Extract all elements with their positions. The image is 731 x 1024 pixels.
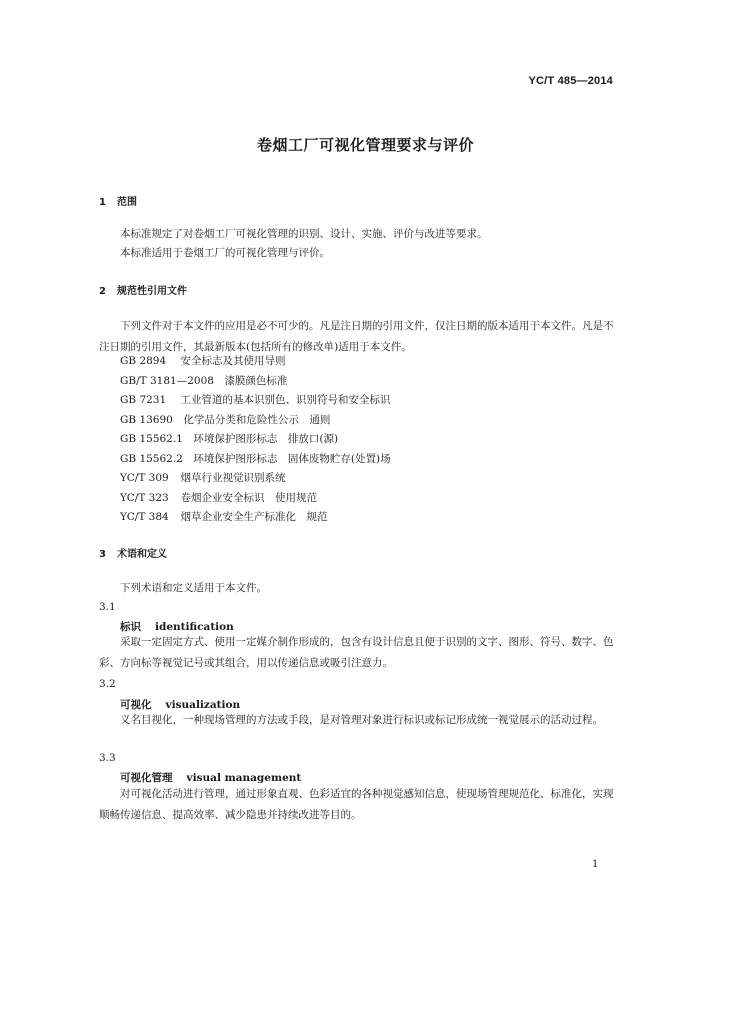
term-definition: 义名目视化，一种现场管理的方法或手段，是对管理对象进行标识或标记形成统一视觉展示的活动过程。: [120, 714, 603, 726]
section-1-paragraph: 本标准规定了对卷烟工厂可视化管理的识别、设计、实施、评价与改进等要求。: [120, 228, 488, 240]
reference-title: 环境保护图形标志 排放口(源): [193, 433, 339, 445]
reference-code: GB 7231: [120, 394, 167, 406]
list-item: [120, 489, 391, 509]
section-number: 2: [99, 286, 106, 297]
term-heading: [120, 770, 301, 785]
section-3-heading: [99, 545, 167, 560]
list-item: [120, 372, 391, 392]
list-item: [120, 391, 391, 411]
term-en: visualization: [165, 699, 241, 711]
normative-references-list: [120, 352, 391, 528]
term-zh: 标识: [120, 621, 141, 633]
standard-code: YC/T 485—2014: [528, 75, 613, 87]
section-3-intro: 下列术语和定义适用于本文件。: [120, 582, 267, 594]
reference-code: YC/T 323: [120, 491, 169, 504]
reference-code: GB 15562.1: [120, 433, 183, 445]
reference-title: 烟草企业安全生产标准化 规范: [180, 511, 328, 523]
reference-title: 烟草行业视觉识别系统: [180, 472, 286, 484]
document-title: 卷烟工厂可视化管理要求与评价: [256, 136, 474, 154]
reference-code: GB 2894: [120, 355, 167, 367]
reference-title: 工业管道的基本识别色、识别符号和安全标识: [180, 394, 391, 406]
section-number: 1: [99, 197, 106, 208]
reference-code: YC/T 384: [120, 511, 169, 523]
term-number: 3.1: [99, 601, 116, 613]
term-number: 3.3: [99, 752, 116, 764]
term-definition: 对可视化活动进行管理，通过形象直观、色彩适宜的各种视觉感知信息，使现场管理规范化、标准化，实现顺畅传递信息、提高效率、减少隐患并持续改进等目的。: [99, 788, 614, 821]
reference-title: 化学品分类和危险性公示 通则: [183, 413, 331, 426]
reference-code: GB 15562.2: [120, 452, 183, 465]
term-en: identification: [155, 621, 234, 633]
reference-code: GB/T 3181—2008: [120, 374, 214, 387]
section-title: 术语和定义: [117, 549, 167, 560]
term-definition: 采取一定固定方式、使用一定媒介制作形成的，包含有设计信息且便于识别的文字、图形、符号、数字、色彩、方向标等视觉记号或其组合，用以传递信息或吸引注意力。: [99, 636, 614, 669]
section-2-intro: 下列文件对于本文件的应用是必不可少的。凡是注日期的引用文件，仅注日期的版本适用于本文件。凡是不注日期的引用文件，其最新版本(包括所有的修改单)适用于本文件。: [99, 320, 614, 353]
term-en: visual management: [186, 772, 302, 784]
list-item: [120, 450, 391, 470]
reference-title: 漆膜颜色标准: [224, 374, 288, 387]
reference-code: YC/T 309: [120, 472, 169, 484]
reference-title: 安全标志及其使用导则: [180, 355, 286, 367]
list-item: [120, 508, 391, 528]
list-item: [120, 469, 391, 489]
list-item: [120, 411, 391, 431]
list-item: [120, 352, 391, 372]
list-item: [120, 430, 391, 450]
term-zh: 可视化: [120, 699, 152, 711]
section-title: 范围: [117, 197, 137, 208]
term-zh: 可视化管理: [120, 772, 173, 784]
page-number: 1: [592, 859, 599, 870]
section-2-heading: [99, 282, 187, 297]
section-number: 3: [99, 549, 106, 560]
term-number: 3.2: [99, 678, 116, 690]
section-1-heading: [99, 193, 137, 208]
reference-title: 环境保护图形标志 固体废物贮存(处置)场: [193, 452, 391, 465]
section-title: 规范性引用文件: [117, 286, 187, 297]
reference-code: GB 13690: [120, 413, 173, 426]
section-1-paragraph: 本标准适用于卷烟工厂的可视化管理与评价。: [120, 247, 330, 259]
reference-title: 卷烟企业安全标识 使用规范: [180, 491, 317, 504]
